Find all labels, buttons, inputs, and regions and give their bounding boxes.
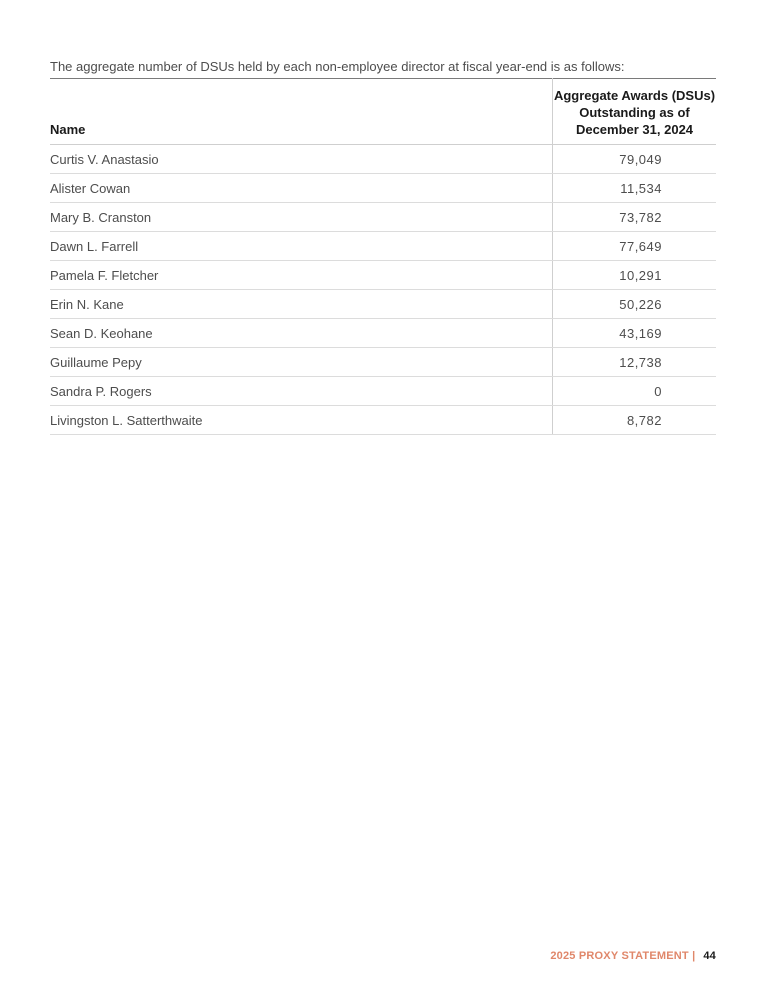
dsu-value: 10,291 <box>553 261 717 290</box>
table-row <box>50 348 716 377</box>
footer-label: 2025 PROXY STATEMENT | <box>550 950 696 962</box>
dsu-value: 12,738 <box>553 348 717 377</box>
table-row <box>50 232 716 261</box>
director-name: Livingston L. Satterthwaite <box>50 406 553 435</box>
director-name: Alister Cowan <box>50 174 553 203</box>
director-name: Erin N. Kane <box>50 290 553 319</box>
page-number: 44 <box>703 950 716 962</box>
page-footer <box>550 950 716 962</box>
dsu-value: 11,534 <box>553 174 717 203</box>
director-name: Pamela F. Fletcher <box>50 261 553 290</box>
table-row <box>50 319 716 348</box>
dsu-value: 8,782 <box>553 406 717 435</box>
header-name: Name <box>50 79 553 145</box>
dsu-value: 79,049 <box>553 145 717 174</box>
header-dsus <box>553 79 717 145</box>
dsu-value: 73,782 <box>553 203 717 232</box>
director-name: Dawn L. Farrell <box>50 232 553 261</box>
director-name: Mary B. Cranston <box>50 203 553 232</box>
table-row <box>50 406 716 435</box>
director-name: Guillaume Pepy <box>50 348 553 377</box>
director-name: Sean D. Keohane <box>50 319 553 348</box>
table-row <box>50 261 716 290</box>
dsu-table <box>50 78 716 435</box>
dsu-value: 77,649 <box>553 232 717 261</box>
dsu-value: 0 <box>553 377 717 406</box>
table-row <box>50 377 716 406</box>
director-name: Sandra P. Rogers <box>50 377 553 406</box>
director-name: Curtis V. Anastasio <box>50 145 553 174</box>
table-row <box>50 174 716 203</box>
table-row <box>50 145 716 174</box>
dsu-value: 50,226 <box>553 290 717 319</box>
table-header <box>50 79 716 145</box>
header-dsus-line2: Outstanding as of <box>579 105 690 120</box>
table-row <box>50 203 716 232</box>
header-dsus-line1: Aggregate Awards (DSUs) <box>553 88 716 103</box>
intro-paragraph: The aggregate number of DSUs held by each non-employee director at fiscal year-end is as follows: <box>50 59 625 74</box>
header-dsus-line3: December 31, 2024 <box>575 122 694 137</box>
header-row <box>50 79 716 145</box>
table-row <box>50 290 716 319</box>
dsu-value: 43,169 <box>553 319 717 348</box>
table-body <box>50 145 716 435</box>
